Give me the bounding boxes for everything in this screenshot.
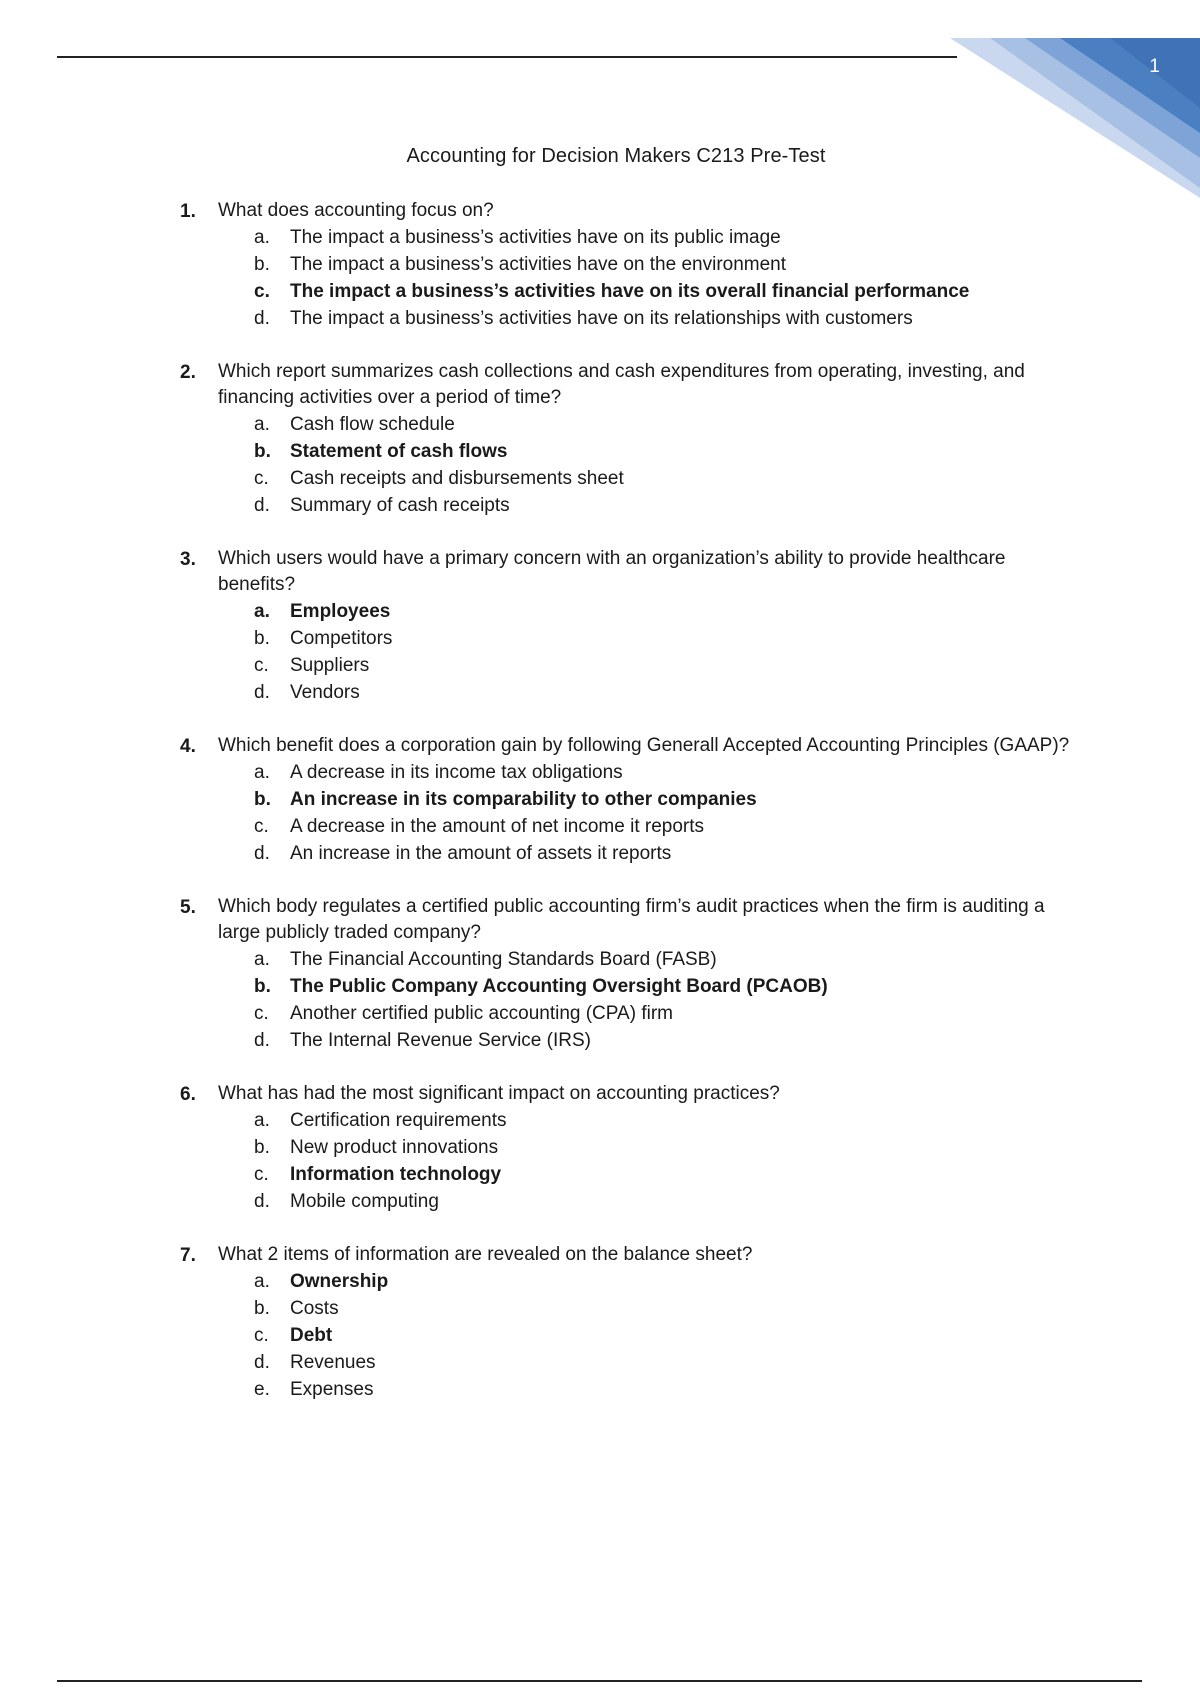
option-text: The impact a business’s activities have on its overall financial performance	[290, 281, 970, 302]
answer-option	[0, 224, 1200, 251]
option-letter: d.	[254, 1191, 270, 1212]
option-letter: e.	[254, 1379, 270, 1400]
option-letter: c.	[254, 1325, 269, 1346]
answer-option	[0, 679, 1200, 706]
option-letter: b.	[254, 254, 270, 275]
question-item	[0, 359, 1200, 519]
answer-option-correct	[0, 786, 1200, 813]
question-text: Which report summarizes cash collections and cash expenditures from operating, investing, and financing activities over a period of time?	[218, 361, 1025, 408]
answer-option	[0, 1107, 1200, 1134]
answer-option	[0, 1188, 1200, 1215]
option-text: Certification requirements	[290, 1110, 507, 1131]
answer-option	[0, 1349, 1200, 1376]
answer-option	[0, 946, 1200, 973]
answer-options	[0, 1107, 1200, 1215]
option-text: The impact a business’s activities have on its relationships with customers	[290, 308, 913, 329]
option-text: The Internal Revenue Service (IRS)	[290, 1030, 591, 1051]
question-list	[0, 198, 1200, 1430]
answer-option-correct	[0, 278, 1200, 305]
option-text: Ownership	[290, 1271, 389, 1292]
option-text: Information technology	[290, 1164, 502, 1185]
answer-option	[0, 840, 1200, 867]
option-letter: c.	[254, 816, 269, 837]
option-text: Vendors	[290, 682, 360, 703]
option-letter: b.	[254, 1137, 270, 1158]
answer-option	[0, 251, 1200, 278]
question-text: What has had the most significant impact on accounting practices?	[218, 1083, 780, 1104]
option-letter: b.	[254, 1298, 270, 1319]
footer-rule	[57, 1680, 1142, 1682]
option-letter: a.	[254, 949, 270, 970]
option-text: Cash flow schedule	[290, 414, 455, 435]
option-letter: b.	[254, 789, 271, 810]
answer-options	[0, 1268, 1200, 1403]
question-number: 5.	[180, 897, 196, 918]
option-letter: d.	[254, 308, 270, 329]
question-item	[0, 546, 1200, 706]
question-text: What does accounting focus on?	[218, 200, 494, 221]
option-letter: b.	[254, 628, 270, 649]
option-text: Suppliers	[290, 655, 370, 676]
option-letter: a.	[254, 1110, 270, 1131]
option-text: A decrease in the amount of net income it reports	[290, 816, 705, 837]
page-number: 1	[1149, 56, 1160, 77]
question-item	[0, 733, 1200, 867]
option-letter: d.	[254, 1352, 270, 1373]
option-text: A decrease in its income tax obligations	[290, 762, 623, 783]
question-number: 1.	[180, 201, 196, 222]
answer-option	[0, 1376, 1200, 1403]
option-letter: b.	[254, 441, 271, 462]
option-letter: d.	[254, 843, 270, 864]
option-text: The impact a business’s activities have on the environment	[290, 254, 787, 275]
option-text: The impact a business’s activities have on its public image	[290, 227, 781, 248]
answer-options	[0, 411, 1200, 519]
option-letter: d.	[254, 1030, 270, 1051]
answer-option	[0, 305, 1200, 332]
answer-options	[0, 598, 1200, 706]
option-text: Another certified public accounting (CPA) firm	[290, 1003, 673, 1024]
question-text: What 2 items of information are revealed on the balance sheet?	[218, 1244, 753, 1265]
option-text: Employees	[290, 601, 391, 622]
question-number: 3.	[180, 549, 196, 570]
answer-option	[0, 1295, 1200, 1322]
answer-option	[0, 1134, 1200, 1161]
option-letter: c.	[254, 1164, 269, 1185]
answer-options	[0, 946, 1200, 1054]
option-letter: c.	[254, 655, 269, 676]
answer-option	[0, 1000, 1200, 1027]
option-text: Debt	[290, 1325, 333, 1346]
option-text: Revenues	[290, 1352, 376, 1373]
option-text: The Financial Accounting Standards Board (FASB)	[290, 949, 717, 970]
option-letter: d.	[254, 682, 270, 703]
question-number: 6.	[180, 1084, 196, 1105]
answer-option	[0, 625, 1200, 652]
answer-option	[0, 813, 1200, 840]
answer-option	[0, 411, 1200, 438]
answer-option-correct	[0, 1322, 1200, 1349]
question-text: Which body regulates a certified public accounting firm’s audit practices when the firm is auditing a large publicly traded company?	[218, 896, 1045, 943]
option-text: Summary of cash receipts	[290, 495, 510, 516]
answer-option-correct	[0, 438, 1200, 465]
option-text: New product innovations	[290, 1137, 499, 1158]
question-text: Which users would have a primary concern with an organization’s ability to provide healthcare benefits?	[218, 548, 1006, 595]
option-letter: c.	[254, 281, 270, 302]
option-letter: a.	[254, 762, 270, 783]
option-text: Mobile computing	[290, 1191, 439, 1212]
question-item	[0, 894, 1200, 1054]
option-text: Statement of cash flows	[290, 441, 508, 462]
option-text: The Public Company Accounting Oversight Board (PCAOB)	[290, 976, 828, 997]
answer-option	[0, 652, 1200, 679]
answer-options	[0, 224, 1200, 332]
option-text: Cash receipts and disbursements sheet	[290, 468, 624, 489]
option-letter: a.	[254, 601, 270, 622]
question-number: 4.	[180, 736, 196, 757]
option-letter: a.	[254, 227, 270, 248]
option-text: Expenses	[290, 1379, 374, 1400]
option-text: Costs	[290, 1298, 339, 1319]
option-text: Competitors	[290, 628, 393, 649]
question-item	[0, 1242, 1200, 1403]
option-letter: c.	[254, 1003, 269, 1024]
question-item	[0, 198, 1200, 332]
answer-option-correct	[0, 1161, 1200, 1188]
option-letter: d.	[254, 495, 270, 516]
option-text: An increase in its comparability to other companies	[290, 789, 757, 810]
question-number: 7.	[180, 1245, 196, 1266]
question-text: Which benefit does a corporation gain by following Generall Accepted Accounting Principles (GAAP)?	[218, 735, 1070, 756]
answer-option-correct	[0, 598, 1200, 625]
answer-option-correct	[0, 1268, 1200, 1295]
answer-option-correct	[0, 973, 1200, 1000]
question-item	[0, 1081, 1200, 1215]
answer-option	[0, 492, 1200, 519]
option-letter: c.	[254, 468, 269, 489]
corner-decoration	[950, 38, 1200, 198]
answer-option	[0, 759, 1200, 786]
option-letter: a.	[254, 1271, 270, 1292]
header-rule	[57, 56, 957, 58]
option-text: An increase in the amount of assets it reports	[290, 843, 672, 864]
option-letter: b.	[254, 976, 271, 997]
answer-option	[0, 1027, 1200, 1054]
answer-options	[0, 759, 1200, 867]
page-title: Accounting for Decision Makers C213 Pre-Test	[406, 145, 826, 167]
answer-option	[0, 465, 1200, 492]
option-letter: a.	[254, 414, 270, 435]
question-number: 2.	[180, 362, 196, 383]
